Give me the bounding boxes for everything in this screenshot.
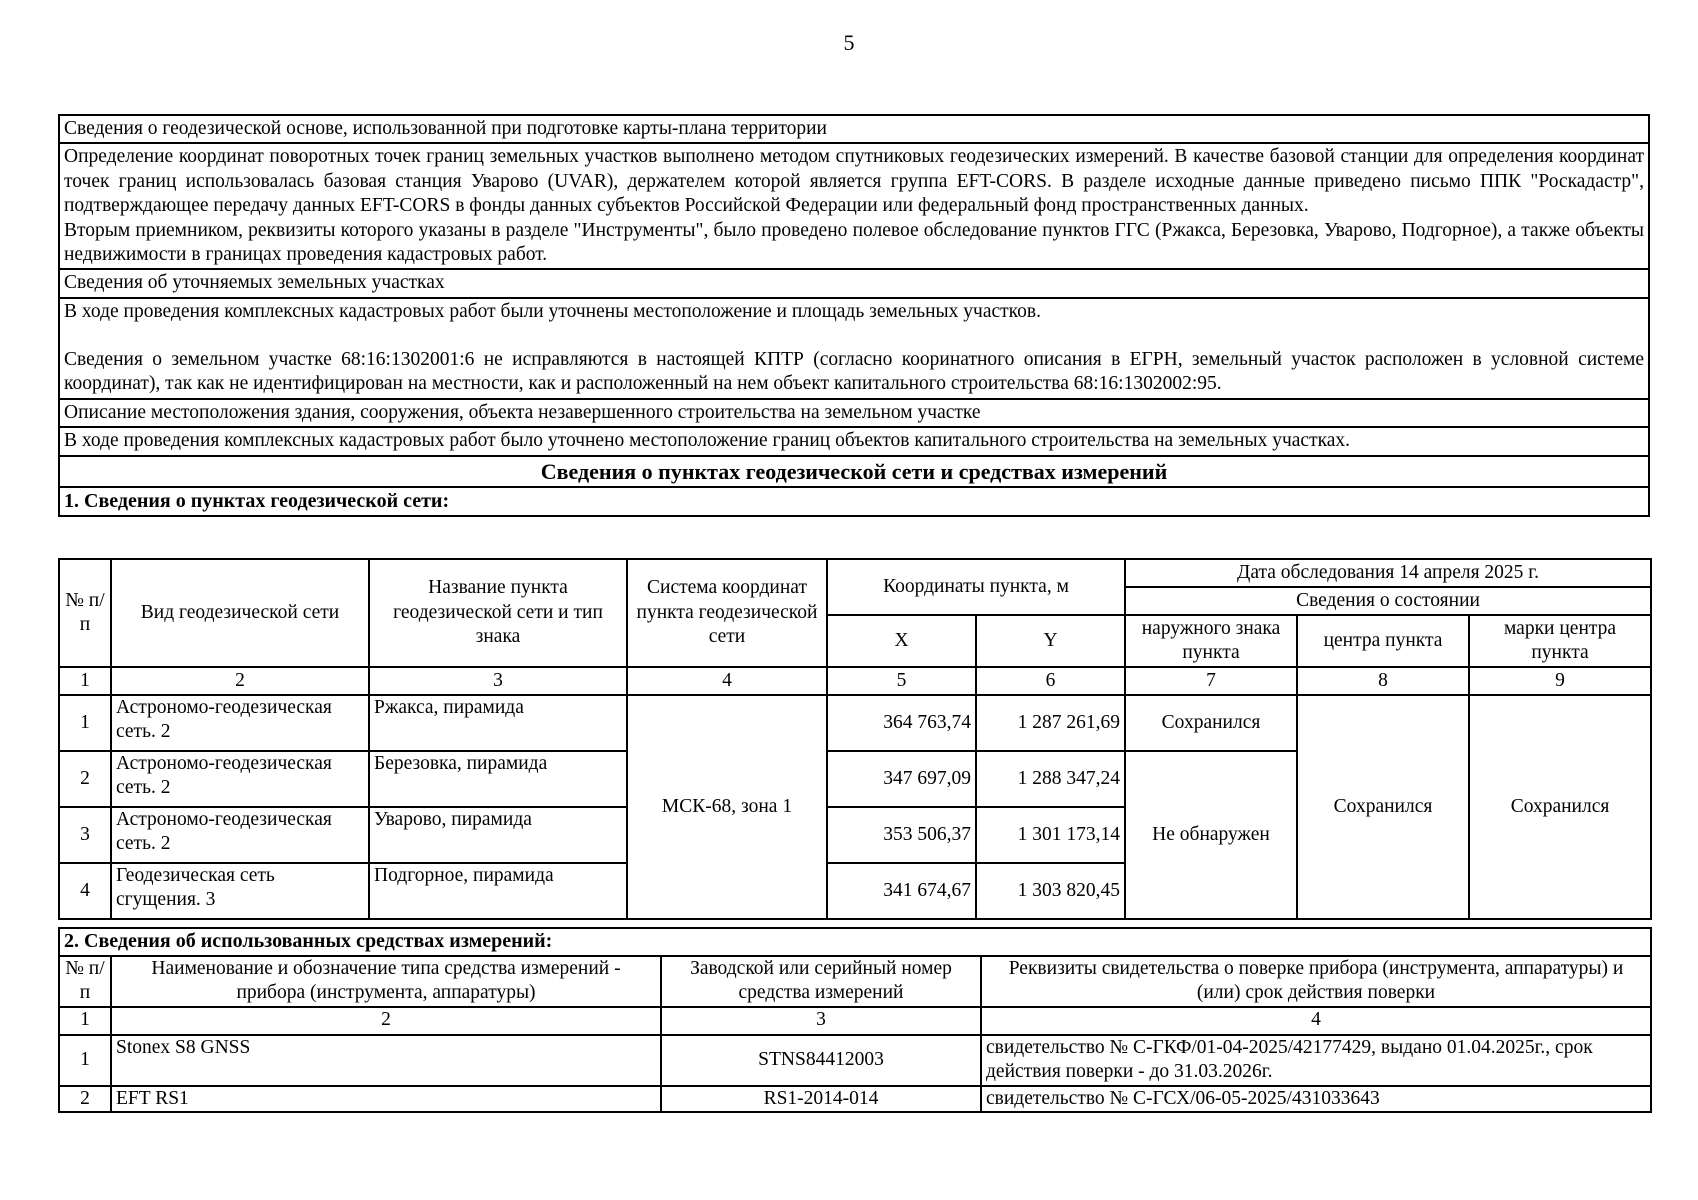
row-network-type: Астрономо-геодезическая сеть. 2 (111, 807, 369, 863)
row-network-type: Геодезическая сеть сгущения. 3 (111, 863, 369, 919)
header-certificate: Реквизиты свидетельства о поверке прибора (инструмента, аппаратуры) и (или) срок действия поверки (981, 956, 1651, 1007)
table-row (59, 1086, 1651, 1112)
paragraph-gap (64, 324, 1644, 348)
geodetic-basis-paragraph-1: Определение координат поворотных точек границ земельных участков выполнено методом спутниковых геодезических измерений. В качестве базовой станции для определения координат точек границ использовалась базовая станция Уварово (UVAR), держателем которой является группа EFT-CORS. В разделе исходные данные приведено письмо ППК "Роскадастр", подтверждающее передачу данных EFT-CORS в фонды данных субъектов Российской Федерации или федеральный фонд пространственных данных. (64, 146, 1644, 217)
geodetic-basis-title: Сведения о геодезической основе, использованной при подготовке карты-плана территории (59, 115, 1649, 143)
row-network-type: Астрономо-геодезическая сеть. 2 (111, 751, 369, 807)
column-number: 9 (1469, 667, 1651, 695)
header-point-name: Название пункта геодезической сети и тип знака (369, 559, 627, 667)
row-y: 1 287 261,69 (976, 695, 1125, 751)
row-serial: STNS84412003 (661, 1035, 981, 1086)
network-points-title: 1. Сведения о пунктах геодезической сети: (59, 487, 1649, 516)
row-no: 1 (59, 1035, 111, 1086)
row-no: 4 (59, 863, 111, 919)
row-no: 2 (59, 751, 111, 807)
column-number: 4 (627, 667, 827, 695)
header-coord-system: Система координат пункта геодезической сети (627, 559, 827, 667)
row-point-name: Ржакса, пирамида (369, 695, 627, 751)
column-number: 3 (369, 667, 627, 695)
geodetic-basis-text (59, 143, 1649, 269)
refined-parcels-text (59, 298, 1649, 399)
row-no: 2 (59, 1086, 111, 1112)
refined-parcels-paragraph-2: Сведения о земельном участке 68:16:1302001:6 не исправляются в настоящей КПТР (согласно кооринатного описания в ЕГРН, земельный участок расположен в условной системе координат), так как не идентифицирован на местности, как и расположенный на нем объект капитального строительства 68:16:1302002:95. (64, 349, 1644, 395)
row-x: 353 506,37 (827, 807, 976, 863)
instruments-table (58, 927, 1652, 1113)
outer-sign-state: Не обнаружен (1125, 751, 1297, 919)
column-number: 1 (59, 1007, 111, 1035)
row-x: 347 697,09 (827, 751, 976, 807)
refined-parcels-title: Сведения об уточняемых земельных участках (59, 269, 1649, 297)
row-certificate: свидетельство № С-ГСХ/06-05-2025/431033643 (981, 1086, 1651, 1112)
coord-system-value: МСК-68, зона 1 (627, 695, 827, 919)
row-x: 364 763,74 (827, 695, 976, 751)
page-number: 5 (843, 30, 855, 55)
row-x: 341 674,67 (827, 863, 976, 919)
header-serial: Заводской или серийный номер средства измерений (661, 956, 981, 1007)
column-number: 6 (976, 667, 1125, 695)
geodetic-basis-paragraph-2: Вторым приемником, реквизиты которого указаны в разделе "Инструменты", было проведено полевое обследование пунктов ГГС (Ржакса, Березовка, Уварово, Подгорное), а также объекты недвижимости в границах проведения кадастровых работ. (64, 219, 1644, 265)
row-y: 1 301 173,14 (976, 807, 1125, 863)
buildings-text: В ходе проведения комплексных кадастровых работ было уточнено местоположение границ объектов капитального строительства на земельных участках. (59, 427, 1649, 455)
row-point-name: Подгорное, пирамида (369, 863, 627, 919)
instruments-title: 2. Сведения об использованных средствах измерений: (59, 928, 1651, 956)
column-number: 2 (111, 667, 369, 695)
row-y: 1 288 347,24 (976, 751, 1125, 807)
column-number: 2 (111, 1007, 661, 1035)
row-serial: RS1-2014-014 (661, 1086, 981, 1112)
network-section-title: Сведения о пунктах геодезической сети и средствах измерений (59, 456, 1649, 488)
buildings-title: Описание местоположения здания, сооружения, объекта незавершенного строительства на земельном участке (59, 399, 1649, 427)
row-certificate: свидетельство № С-ГКФ/01-04-2025/42177429, выдано 01.04.2025г., срок действия поверки - до 31.03.2026г. (981, 1035, 1651, 1086)
column-number: 8 (1297, 667, 1469, 695)
column-number: 1 (59, 667, 111, 695)
header-center: центра пункта (1297, 615, 1469, 667)
header-instrument-name: Наименование и обозначение типа средства измерений - прибора (инструмента, аппаратуры) (111, 956, 661, 1007)
row-point-name: Уварово, пирамида (369, 807, 627, 863)
header-no: № п/п (59, 559, 111, 667)
row-point-name: Березовка, пирамида (369, 751, 627, 807)
header-network-type: Вид геодезической сети (111, 559, 369, 667)
header-x: X (827, 615, 976, 667)
row-y: 1 303 820,45 (976, 863, 1125, 919)
center-state: Сохранился (1297, 695, 1469, 919)
row-instrument-name: Stonex S8 GNSS (111, 1035, 661, 1086)
row-outer-sign: Сохранился (1125, 695, 1297, 751)
table-row (59, 1035, 1651, 1086)
row-no: 3 (59, 807, 111, 863)
geodetic-points-table (58, 558, 1652, 920)
column-number: 3 (661, 1007, 981, 1035)
header-no: № п/п (59, 956, 111, 1007)
header-y: Y (976, 615, 1125, 667)
table-row (59, 695, 1651, 751)
header-center-mark: марки центра пункта (1469, 615, 1651, 667)
center-mark-state: Сохранился (1469, 695, 1651, 919)
column-number: 4 (981, 1007, 1651, 1035)
header-condition: Сведения о состоянии (1125, 587, 1651, 615)
column-number: 5 (827, 667, 976, 695)
header-coords: Координаты пункта, м (827, 559, 1125, 615)
row-no: 1 (59, 695, 111, 751)
refined-parcels-paragraph-1: В ходе проведения комплексных кадастровых работ были уточнены местоположение и площадь земельных участков. (64, 300, 1041, 322)
header-outer-sign: наружного знака пункта (1125, 615, 1297, 667)
column-number: 7 (1125, 667, 1297, 695)
row-network-type: Астрономо-геодезическая сеть. 2 (111, 695, 369, 751)
row-instrument-name: EFT RS1 (111, 1086, 661, 1112)
header-survey-date: Дата обследования 14 апреля 2025 г. (1125, 559, 1651, 587)
information-table (58, 114, 1650, 517)
